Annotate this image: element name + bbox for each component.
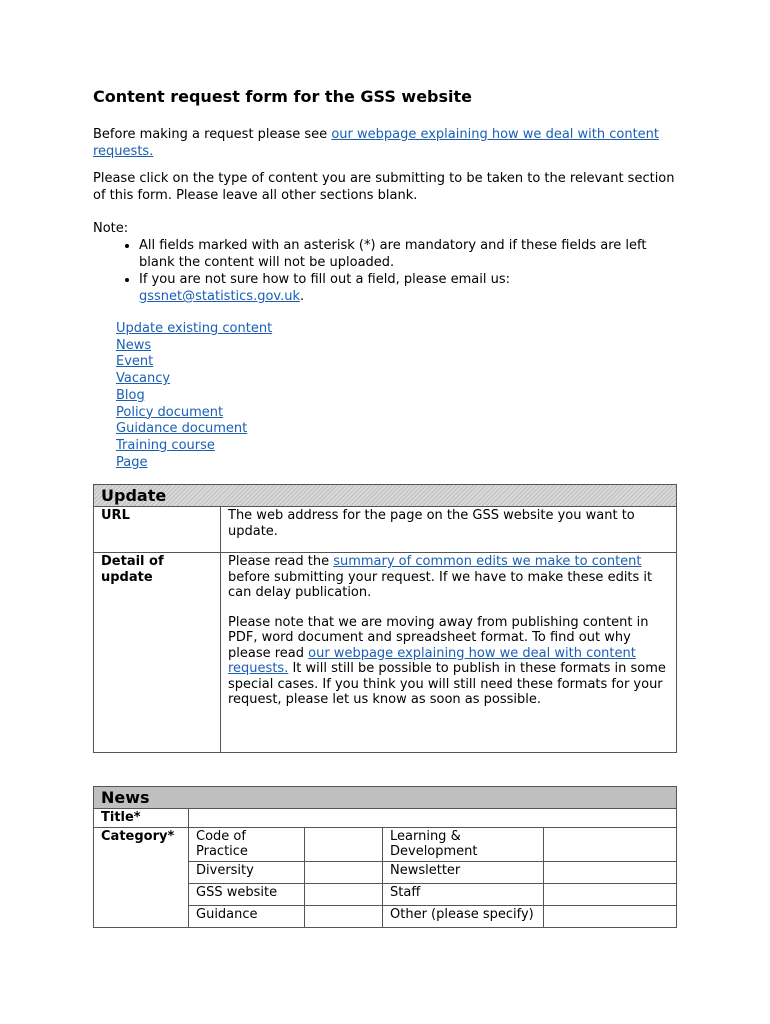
category-option: Guidance xyxy=(189,905,305,927)
instruction-paragraph: Please click on the type of content you are submitting to be taken to the relevant section of this form. Please leave all other sections blank. xyxy=(93,171,675,203)
category-checkbox[interactable] xyxy=(305,861,383,883)
note-list xyxy=(93,237,677,305)
category-option: Learning & Development xyxy=(383,827,544,861)
intro-text: Before making a request please see xyxy=(93,127,332,142)
url-field[interactable]: The web address for the page on the GSS website you want to update. xyxy=(221,507,677,553)
category-checkbox[interactable] xyxy=(544,827,677,861)
news-section xyxy=(93,786,677,928)
page-title: Content request form for the GSS website xyxy=(93,87,472,106)
note-label: Note: xyxy=(93,221,129,236)
detail-paragraph-1 xyxy=(228,554,669,601)
update-table xyxy=(93,484,677,753)
detail-p2-after: It will still be possible to publish in these formats in some special cases. If you think you will still need these formats for your request, please let us know as soon as possible. xyxy=(228,661,666,707)
detail-p1-text: Please read the xyxy=(228,554,334,569)
news-title-field[interactable] xyxy=(189,809,677,828)
nav-link-policy-document[interactable]: Policy document xyxy=(116,404,224,420)
nav-link-news[interactable]: News xyxy=(116,337,152,353)
email-link[interactable]: gssnet@statistics.gov.uk xyxy=(139,289,301,304)
nav-link-blog[interactable]: Blog xyxy=(116,387,145,403)
note-bullet-mandatory: • All fields marked with an asterisk (*) are mandatory and if these fields are left blank the content will not be uploaded. xyxy=(139,237,677,271)
category-checkbox[interactable] xyxy=(305,883,383,905)
detail-p2-text: Please note that we are moving away from publishing content in PDF, word document and spreadsheet format. To find out why please read xyxy=(228,614,649,661)
news-table xyxy=(93,786,677,928)
detail-field[interactable] xyxy=(221,553,677,753)
category-option: Staff xyxy=(383,883,544,905)
note-bullet-email xyxy=(139,271,677,305)
category-checkbox[interactable] xyxy=(544,883,677,905)
detail-paragraph-2 xyxy=(228,615,669,708)
intro-paragraph xyxy=(93,126,677,160)
spacer xyxy=(228,601,669,615)
url-label: URL xyxy=(94,507,221,553)
category-checkbox[interactable] xyxy=(544,861,677,883)
category-checkbox[interactable] xyxy=(544,905,677,927)
nav-link-update[interactable]: Update existing content xyxy=(116,321,273,336)
category-option: Other (please specify) xyxy=(383,905,544,927)
section-nav xyxy=(116,321,677,471)
content-requests-link[interactable]: our webpage explaining how we deal with content requests. xyxy=(93,127,660,159)
update-section xyxy=(93,484,677,753)
category-option: Newsletter xyxy=(383,861,544,883)
nav-link-page[interactable]: Page xyxy=(116,454,148,470)
category-option: Code of Practice xyxy=(189,827,305,861)
category-option: Diversity xyxy=(189,861,305,883)
news-title-label: Title* xyxy=(94,809,189,828)
category-checkbox[interactable] xyxy=(305,905,383,927)
common-edits-link[interactable]: summary of common edits we make to content xyxy=(333,554,642,569)
note-email-end: . xyxy=(300,289,305,304)
nav-link-vacancy[interactable]: Vacancy xyxy=(116,371,171,387)
nav-link-event[interactable]: Event xyxy=(116,354,154,370)
detail-label: Detail of update xyxy=(94,553,221,753)
detail-p1-after: before submitting your request. If we have to make these edits it can delay publication. xyxy=(228,569,653,600)
category-checkbox[interactable] xyxy=(305,827,383,861)
news-category-label: Category* xyxy=(94,827,189,927)
nav-link-guidance-document[interactable]: Guidance document xyxy=(116,421,248,437)
nav-link-training-course[interactable]: Training course xyxy=(116,437,215,453)
news-heading: News xyxy=(94,787,677,809)
note-email-text: If you are not sure how to fill out a field, please email us: xyxy=(139,272,510,287)
document-page xyxy=(93,86,677,471)
update-heading: Update xyxy=(94,485,677,507)
category-option: GSS website xyxy=(189,883,305,905)
content-requests-link-2[interactable]: our webpage explaining how we deal with content requests. xyxy=(228,645,636,676)
